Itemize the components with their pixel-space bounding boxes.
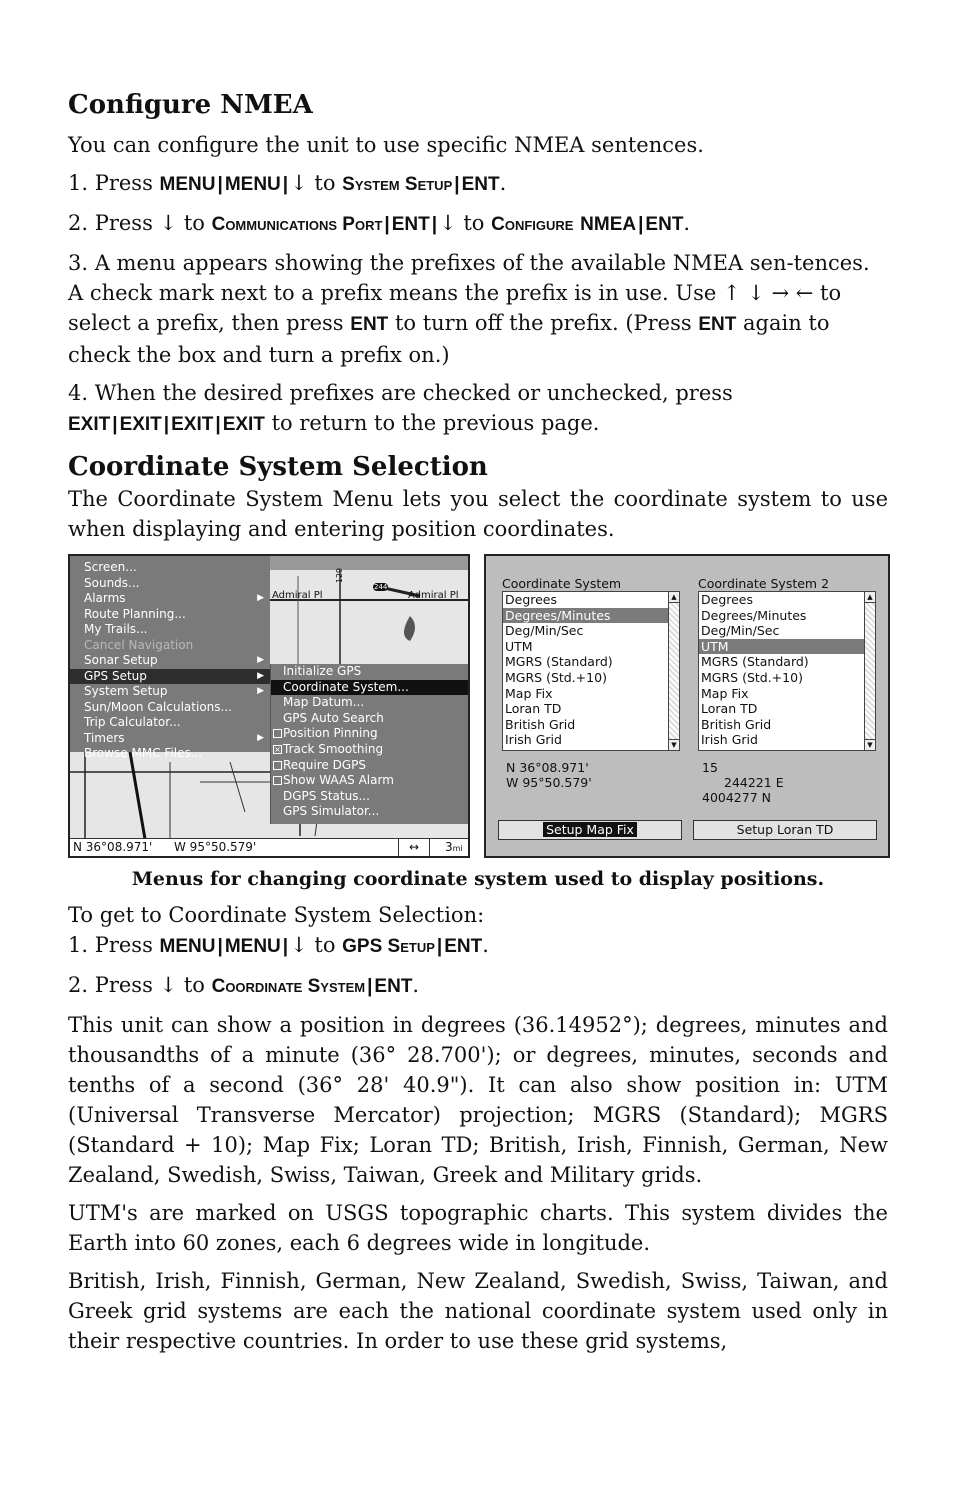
- list-item[interactable]: Degrees: [505, 592, 558, 607]
- coordinate-system-2-list[interactable]: [698, 591, 876, 751]
- submenu-arrow-icon: ▶: [257, 670, 264, 681]
- menu-item-sounds[interactable]: Sounds...: [84, 575, 140, 590]
- map-roads-graphic: [70, 752, 270, 839]
- list-item[interactable]: Irish Grid: [505, 732, 562, 748]
- list-item[interactable]: UTM: [505, 638, 533, 654]
- scrollbar[interactable]: [864, 592, 875, 750]
- setup-loran-td-button[interactable]: Setup Loran TD: [693, 820, 877, 840]
- status-bar: [70, 838, 468, 856]
- coord-paragraph-formats: This unit can show a position in degrees (36.14952°); degrees, minutes and thousandths of a minute (36° 28.700'); or degrees, minutes, seconds and tenths of a second (36° 28' 40.9"). It can also show position in: UTM (Universal Transverse Mercator) projection; MGRS (Standard); MGRS (Standard + 10); Map Fix; Loran TD; British, Irish, Finnish, German, New Zealand, Swedish, Swiss, Taiwan, Greek and Military grids.: [68, 1013, 888, 1187]
- section-title-configure-nmea: Configure NMEA: [68, 90, 313, 120]
- nmea-step-4: 4. When the desired prefixes are checked or unchecked, press EXIT | EXIT | EXIT | EXIT to return to the previous page.: [68, 381, 733, 435]
- list-item[interactable]: Deg/Min/Sec: [701, 623, 780, 639]
- scrollbar[interactable]: [668, 592, 679, 750]
- checkbox-checked-icon[interactable]: ×: [274, 744, 281, 754]
- coord-paragraph-utm: UTM's are marked on USGS topographic charts. This system divides the Earth into 60 zones, each 6 degrees wide in longitude.: [68, 1201, 888, 1255]
- list-item[interactable]: Map Fix: [505, 685, 553, 701]
- submenu-item-map-datum[interactable]: Map Datum...: [283, 695, 365, 710]
- down-arrow-icon: ↓: [159, 211, 178, 235]
- coordinate-system-screenshot: [484, 554, 890, 858]
- menu-item-trip-calculator[interactable]: Trip Calculator...: [84, 715, 181, 729]
- coord-intro: The Coordinate System Menu lets you select the coordinate system to use when displaying and entering position coordinates.: [68, 487, 888, 541]
- coordinate-system-label: Coordinate System: [502, 576, 622, 591]
- submenu-item-initialize-gps[interactable]: Initialize GPS: [283, 664, 362, 678]
- menu-item-screen[interactable]: Screen...: [84, 560, 137, 574]
- list-item[interactable]: British Grid: [701, 716, 772, 732]
- list-item[interactable]: MGRS (Std.+10): [505, 669, 607, 685]
- scroll-up-icon[interactable]: ▲: [669, 592, 679, 603]
- map-lower-left: [70, 752, 270, 839]
- submenu-arrow-icon: ▶: [257, 686, 264, 696]
- gps-setup-submenu: [270, 664, 469, 824]
- menu-item-gps-setup[interactable]: GPS Setup ▶: [70, 669, 270, 685]
- list-item[interactable]: British Grid: [505, 716, 576, 732]
- submenu-item-track-smoothing[interactable]: × Track Smoothing: [274, 741, 384, 756]
- list-item-selected[interactable]: UTM: [699, 639, 875, 655]
- list-item[interactable]: Loran TD: [505, 701, 562, 717]
- main-menu: [70, 556, 270, 760]
- list-item[interactable]: MGRS (Standard): [505, 654, 613, 670]
- submenu-arrow-icon: ▶: [257, 655, 264, 665]
- menu-item-timers[interactable]: Timers ▶: [84, 730, 264, 745]
- manual-page: [68, 88, 888, 1356]
- list-item[interactable]: Loran TD: [701, 701, 758, 717]
- list-item[interactable]: Degrees: [701, 592, 754, 607]
- down-arrow-icon: ↓: [439, 211, 457, 235]
- menu-item-cancel-navigation: Cancel Navigation: [84, 637, 194, 652]
- checkbox-unchecked-icon[interactable]: [273, 776, 282, 785]
- submenu-item-dgps-status[interactable]: DGPS Status...: [283, 788, 370, 803]
- screenshots-figure: [68, 554, 888, 856]
- gps-menu-screenshot: [68, 554, 470, 858]
- menu-item-sonar-setup[interactable]: Sonar Setup ▶: [84, 653, 264, 667]
- readout-utm-zone: 15: [702, 760, 718, 775]
- readout-latitude: N 36°08.971': [506, 760, 589, 775]
- checkbox-unchecked-icon[interactable]: [273, 761, 282, 770]
- coord-lead: To get to Coordinate System Selection:: [68, 903, 485, 927]
- road-label: 129: [335, 567, 345, 584]
- submenu-item-position-pinning[interactable]: Position Pinning: [271, 726, 469, 742]
- highway-shield: 244: [374, 583, 388, 591]
- scroll-down-icon[interactable]: ▼: [669, 739, 679, 750]
- submenu-item-show-waas-alarm[interactable]: Show WAAS Alarm: [271, 773, 469, 789]
- map-scale: 3mi: [445, 840, 463, 854]
- submenu-arrow-icon: ▶: [257, 593, 264, 603]
- list-item[interactable]: Deg/Min/Sec: [505, 623, 584, 639]
- submenu-arrow-icon: ▶: [257, 732, 264, 743]
- coord-step-1: 1. Press MENU | MENU |↓ to GPS Setup | ENT.: [68, 933, 489, 957]
- coordinate-readout-1: [506, 760, 592, 790]
- menu-item-sun-moon[interactable]: Sun/Moon Calculations...: [84, 699, 232, 714]
- nmea-step-2: 2. Press ↓ to Communications Port | ENT |↓ to Configure NMEA | ENT.: [68, 211, 691, 235]
- menu-item-browse-mmc[interactable]: Browse MMC Files...: [84, 746, 203, 760]
- coordinate-readout-2: [702, 760, 784, 805]
- scroll-up-icon[interactable]: ▲: [865, 592, 875, 603]
- readout-easting: 244221 E: [724, 775, 784, 790]
- readout-northing: 4004277 N: [702, 790, 771, 805]
- status-latitude: N 36°08.971': [73, 840, 153, 854]
- menu-item-alarms[interactable]: Alarms ▶: [84, 591, 264, 605]
- menu-item-system-setup[interactable]: System Setup ▶: [84, 684, 264, 698]
- nmea-intro: You can configure the unit to use specific NMEA sentences.: [68, 133, 704, 157]
- down-arrow-icon: ↓: [159, 973, 178, 997]
- down-arrow-icon: ↓: [290, 933, 308, 957]
- scroll-down-icon[interactable]: ▼: [865, 739, 875, 750]
- nmea-step-3: 3. A menu appears showing the prefixes of the available NMEA sen-tences. A check mark next to a prefix means the prefix is in use. Use ↑ ↓ → ← to select a prefix, then press ENT to turn off the prefix. (Press ENT again to check the box and turn a prefix on.): [68, 251, 870, 367]
- setup-map-fix-button[interactable]: Setup Map Fix: [498, 820, 682, 840]
- zoom-arrows-icon: ↔: [398, 839, 430, 856]
- map-street-label: Admiral Pl: [408, 590, 459, 601]
- map-street-label: Admiral Pl: [272, 590, 323, 601]
- list-item[interactable]: MGRS (Std.+10): [701, 669, 803, 685]
- coordinate-system-2-label: Coordinate System 2: [698, 576, 830, 591]
- submenu-item-gps-auto-search[interactable]: GPS Auto Search: [283, 710, 384, 725]
- submenu-item-require-dgps[interactable]: Require DGPS: [271, 758, 469, 774]
- menu-item-route-planning[interactable]: Route Planning...: [84, 606, 186, 621]
- submenu-item-gps-simulator[interactable]: GPS Simulator...: [283, 804, 380, 819]
- figure-caption: Menus for changing coordinate system used to display positions.: [131, 868, 825, 890]
- list-item[interactable]: Degrees/Minutes: [701, 607, 807, 623]
- checkbox-unchecked-icon[interactable]: [273, 729, 282, 738]
- list-item[interactable]: MGRS (Standard): [701, 654, 809, 670]
- list-item-selected[interactable]: Degrees/Minutes: [503, 608, 679, 624]
- status-longitude: W 95°50.579': [174, 840, 257, 854]
- readout-longitude: W 95°50.579': [506, 775, 592, 790]
- list-item[interactable]: Irish Grid: [701, 732, 758, 748]
- menu-item-my-trails[interactable]: My Trails...: [84, 622, 148, 636]
- nmea-step-1: 1. Press MENU | MENU |↓ to System Setup | ENT.: [68, 171, 507, 195]
- coord-step-2: 2. Press ↓ to Coordinate System | ENT.: [68, 973, 420, 997]
- down-arrow-icon: ↓: [290, 171, 308, 195]
- section-title-coordinate-system: Coordinate System Selection: [68, 452, 488, 482]
- list-item[interactable]: Map Fix: [701, 685, 749, 701]
- submenu-item-coordinate-system[interactable]: Coordinate System...: [271, 680, 469, 696]
- coord-paragraph-grids: British, Irish, Finnish, German, New Zealand, Swedish, Swiss, Taiwan, and Greek grid systems are each the national coordinate system used only in their respective countries. In order to use these grid systems,: [68, 1269, 888, 1353]
- coordinate-system-list[interactable]: [502, 591, 680, 751]
